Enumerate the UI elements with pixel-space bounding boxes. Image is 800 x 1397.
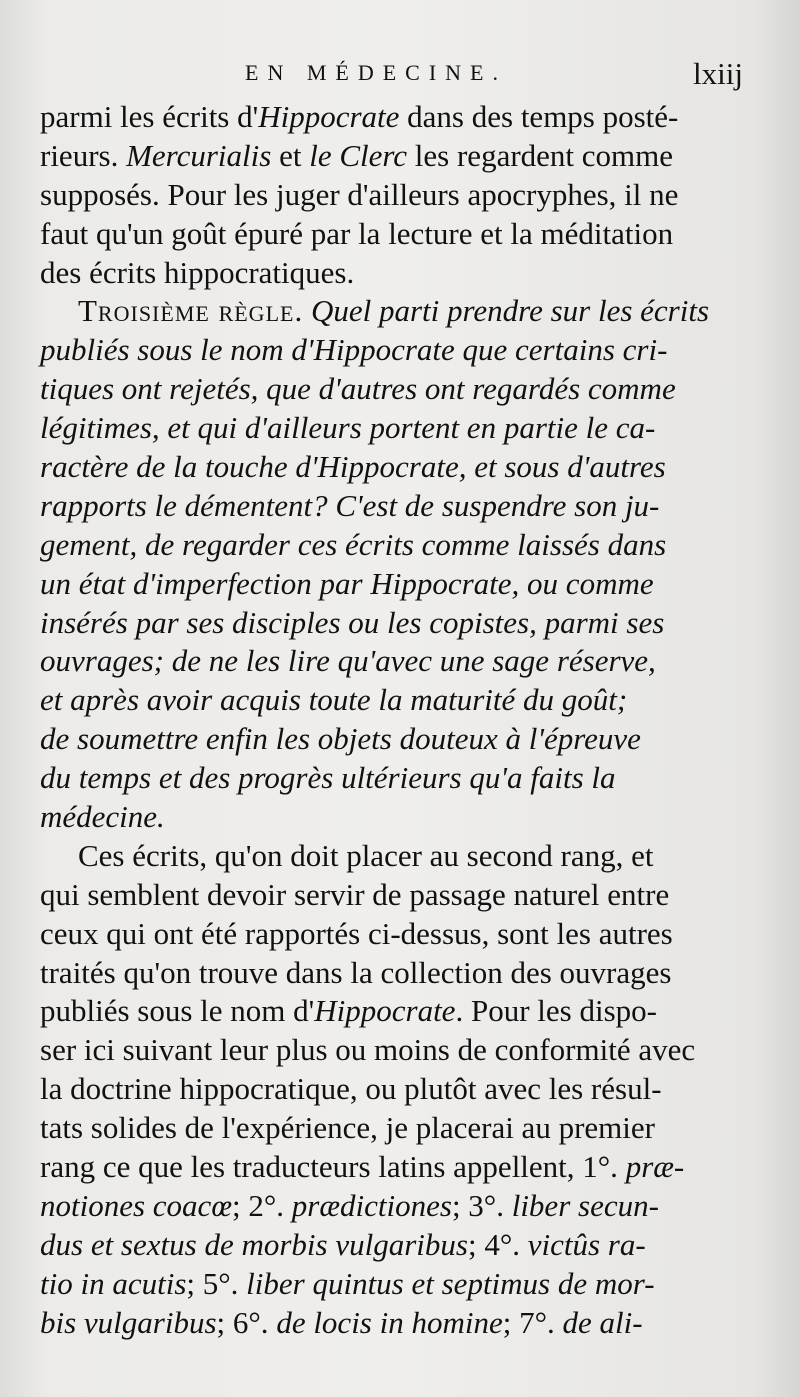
text-line: gement, de regarder ces écrits comme laissés dans [40,526,667,562]
text-line: rang ce que les traducteurs latins appellent, 1°. præ- [40,1149,685,1185]
text-line: rieurs. Mercurialis et le Clerc les regardent comme [40,137,674,173]
text-line: traités qu'on trouve dans la collection des ouvrages [40,954,672,990]
text-line: ouvrages; de ne les lire qu'avec une sage réserve, [40,643,656,679]
text-line: faut qu'un goût épuré par la lecture et la méditation [40,215,674,251]
text-line: ceux qui ont été rapportés ci-dessus, sont les autres [40,915,673,951]
text-line: et après avoir acquis toute la maturité du goût; [40,682,628,718]
text-line: notiones coacœ; 2°. prædictiones; 3°. liber secun- [40,1187,659,1223]
paragraph-start-line: Ces écrits, qu'on doit placer au second rang, et [78,837,654,873]
text-line: rapports le démentent? C'est de suspendre son ju- [40,487,660,523]
text-line: bis vulgaribus; 6°. de locis in homine; 7°. de ali- [40,1304,643,1340]
text-line: du temps et des progrès ultérieurs qu'a faits la [40,760,616,796]
text-line: légitimes, et qui d'ailleurs portent en partie le ca- [40,410,656,446]
text-line: tats solides de l'expérience, je placerai au premier [40,1110,655,1146]
text-line: ser ici suivant leur plus ou moins de conformité avec [40,1032,696,1068]
text-line: ractère de la touche d'Hippocrate, et sous d'autres [40,449,666,485]
text-line: insérés par ses disciples ou les copistes, parmi ses [40,604,665,640]
running-head: EN MÉDECINE. [245,60,507,85]
text-line: un état d'imperfection par Hippocrate, ou comme [40,565,654,601]
text-line: parmi les écrits d'Hippocrate dans des temps posté- [40,99,679,134]
text-line: publiés sous le nom d'Hippocrate. Pour les dispo- [40,993,657,1029]
page-header [0,56,800,96]
text-line: de soumettre enfin les objets douteux à l'épreuve [40,721,641,757]
text-line: supposés. Pour les juger d'ailleurs apocryphes, il ne [40,176,679,212]
body-text [40,98,762,1343]
text-line: qui semblent devoir servir de passage naturel entre [40,876,670,912]
text-line: publiés sous le nom d'Hippocrate que certains cri- [40,332,668,368]
page-number: lxiij [693,56,743,91]
text-line: tio in acutis; 5°. liber quintus et septimus de mor- [40,1265,655,1301]
text-line: tiques ont rejetés, que d'autres ont regardés comme [40,371,676,407]
text-line: dus et sextus de morbis vulgaribus; 4°. victûs ra- [40,1226,646,1262]
text-line: des écrits hippocratiques. [40,254,355,290]
rule-title: Troisième règle. [78,293,304,329]
rule-heading-line: Troisième règle. Quel parti prendre sur les écrits [78,293,710,329]
text-line: la doctrine hippocratique, ou plutôt avec les résul- [40,1071,662,1107]
text-line: médecine. [40,799,165,835]
